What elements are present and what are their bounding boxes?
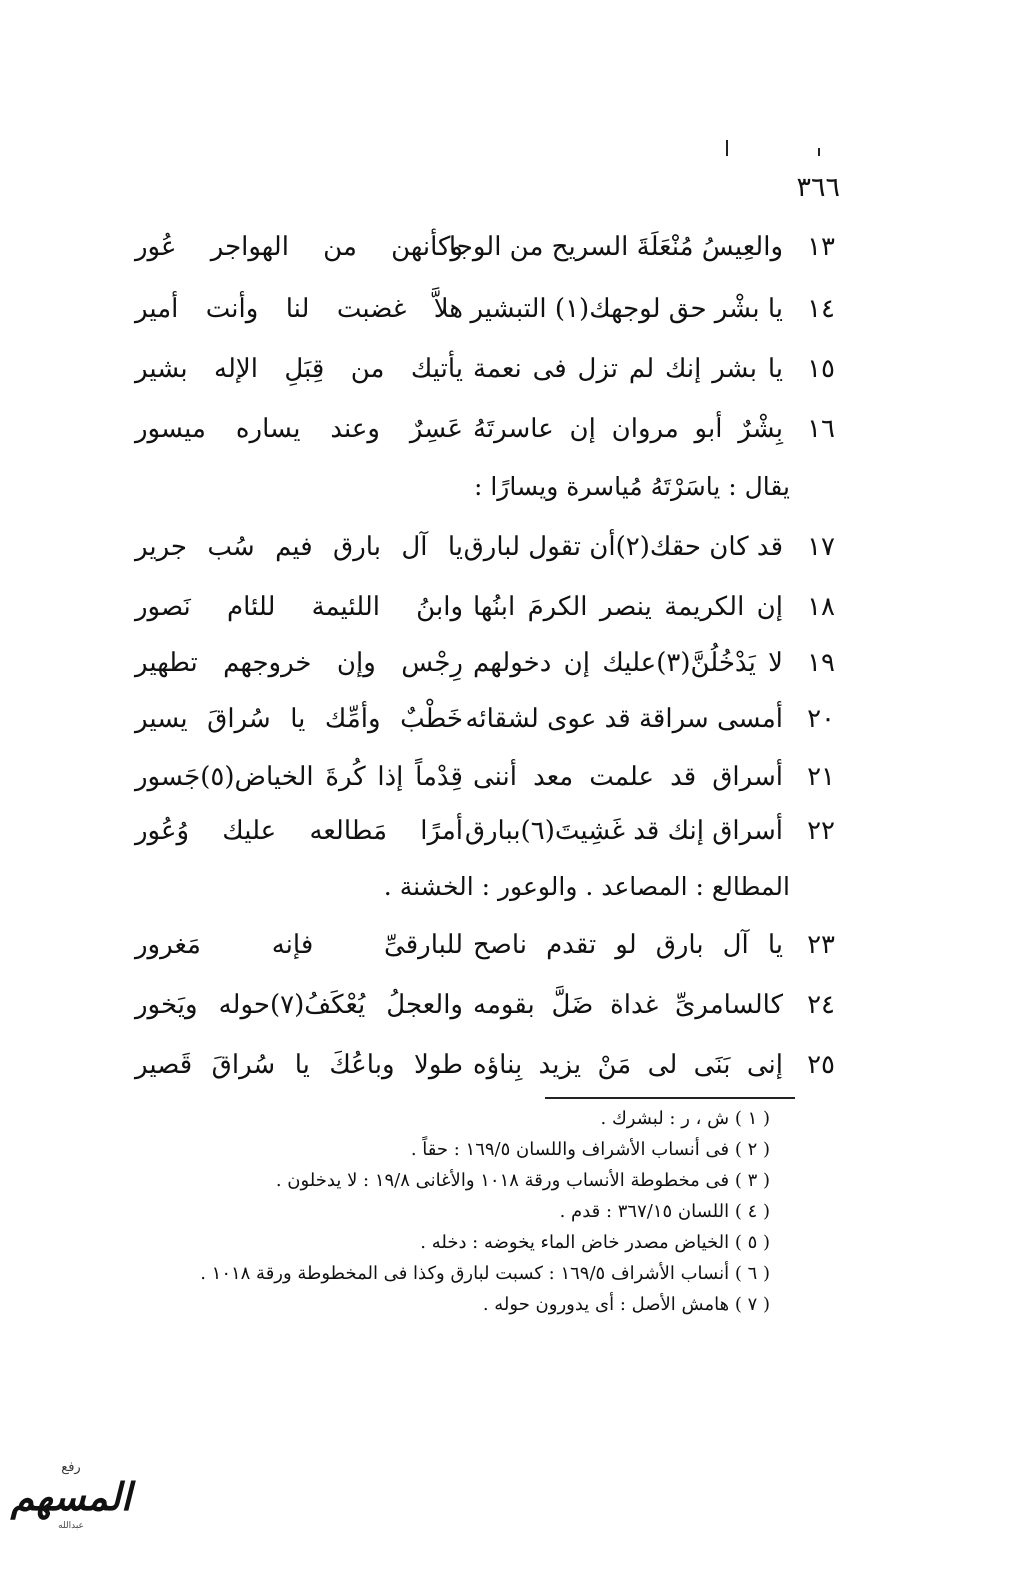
first-hemistich: يا بشْر حق لوجهك(١) التبشير [470, 294, 783, 324]
verse-line [135, 350, 835, 398]
verse-number: ٢١ [807, 762, 835, 792]
footnote: ( ٤ ) اللسان ٣٦٧/١٥ : قدم . [559, 1201, 770, 1222]
verse-number: ٢٤ [807, 990, 835, 1020]
second-hemistich: يا آل بارق فيم سُب جرير [135, 532, 463, 562]
first-hemistich: بِشْرٌ أبو مروان إن عاسرتَهُ [473, 414, 783, 444]
second-hemistich: خَطْبٌ وأمِّك يا سُراقَ يسير [135, 704, 463, 734]
verse-line [135, 812, 835, 860]
first-hemistich: والعِيسُ مُنْعَلَةَ السريح من الوجا [448, 232, 783, 262]
second-hemistich: رِجْس وإن خروجهم تطهير [135, 648, 463, 678]
verse-number: ٢٣ [807, 930, 835, 960]
first-hemistich: قد كان حقك(٢)أن تقول لبارق [463, 532, 783, 562]
second-hemistich: أمرًا مَطالعه عليك وُعُور [135, 816, 463, 846]
verse-number: ٢٠ [807, 704, 835, 734]
footnote: ( ٣ ) فى مخطوطة الأنساب ورقة ١٠١٨ والأغانى ١٩/٨ : لا يدخلون . [275, 1170, 770, 1191]
footnote: ( ٦ ) أنساب الأشراف ١٦٩/٥ : كسبت لبارق وكذا فى المخطوطة ورقة ١٠١٨ . [200, 1263, 770, 1284]
verse-number: ١٩ [807, 648, 835, 678]
first-hemistich: يا آل بارق لو تقدم ناصح [473, 930, 783, 960]
verse-line [135, 986, 835, 1034]
second-hemistich: وكأنهن من الهواجر عُور [135, 232, 463, 262]
second-hemistich: وابنُ اللئيمة للئام نَصور [135, 592, 463, 622]
second-hemistich: طولا وباعُكَ يا سُراقَ قَصير [135, 1050, 463, 1080]
first-hemistich: إنى بَنَى لى مَنْ يزيد بِناؤه [473, 1050, 783, 1080]
verse-line [135, 700, 835, 748]
verse-line [135, 926, 835, 974]
second-hemistich: قِدْماً إذا كُرةَ الخياض(٥)جَسور [135, 762, 463, 792]
first-hemistich: أسراق قد علمت معد أننى [473, 762, 783, 792]
footnote: ( ١ ) ش ، ر : لبشرك . [600, 1108, 770, 1129]
verse-line [135, 588, 835, 636]
gloss-note: المطالع : المصاعد . والوعور : الخشنة . [383, 872, 790, 901]
second-hemistich: عَسِرٌ وعند يساره ميسور [135, 414, 463, 444]
verse-number: ١٤ [807, 294, 835, 324]
verse-number: ١٦ [807, 414, 835, 444]
verse-number: ٢٥ [807, 1050, 835, 1080]
footnote: ( ٢ ) فى أنساب الأشراف واللسان ١٦٩/٥ : حقاً . [410, 1139, 770, 1160]
first-hemistich: لا يَدْخُلُنَّ(٣)عليك إن دخولهم [473, 648, 783, 678]
footnote-divider [545, 1097, 795, 1099]
verse-number: ١٧ [807, 532, 835, 562]
stamp-top-text: رفع [61, 1460, 81, 1475]
first-hemistich: كالسامرىِّ غداة ضَلَّ بقومه [473, 990, 783, 1020]
verse-number: ١٣ [807, 232, 835, 262]
stamp-bottom-text: عبدالله [58, 1521, 84, 1531]
verse-line [135, 528, 835, 576]
first-hemistich: أمسى سراقة قد عوى لشقائه [465, 704, 783, 734]
verse-line [135, 758, 835, 806]
second-hemistich: يأتيك من قِبَلِ الإله بشير [135, 354, 463, 384]
second-hemistich: والعجلُ يُعْكَفُ(٧)حوله ويَخور [135, 990, 463, 1020]
stamp-main-text: المسهم [10, 1474, 132, 1519]
verse-number: ١٨ [807, 592, 835, 622]
second-hemistich: هلاَّ غضبت لنا وأنت أمير [135, 294, 463, 324]
first-hemistich: أسراق إنك قد غَشِيتَ(٦)ببارق [464, 816, 783, 846]
verse-number: ٢٢ [807, 816, 835, 846]
footnote: ( ٥ ) الخياض مصدر خاض الماء يخوضه : دخله . [420, 1232, 770, 1253]
verse-line [135, 644, 835, 692]
first-hemistich: إن الكريمة ينصر الكرمَ ابنُها [473, 592, 783, 622]
verse-line [135, 228, 835, 276]
page-number: ٣٦٦ [796, 172, 840, 203]
library-stamp [6, 1460, 136, 1580]
footnote: ( ٧ ) هامش الأصل : أى يدورون حوله . [482, 1294, 770, 1315]
second-hemistich: للبارقىِّ فإنه مَغرور [135, 930, 463, 960]
scan-mark [726, 140, 728, 156]
first-hemistich: يا بشر إنك لم تزل فى نعمة [473, 354, 783, 384]
verse-line [135, 1046, 835, 1094]
gloss-note: يقال : ياسَرْتَهُ مُياسرة ويسارًا : [473, 472, 790, 501]
verse-line [135, 410, 835, 458]
scan-mark [818, 148, 820, 156]
verse-number: ١٥ [807, 354, 835, 384]
verse-line [135, 290, 835, 338]
